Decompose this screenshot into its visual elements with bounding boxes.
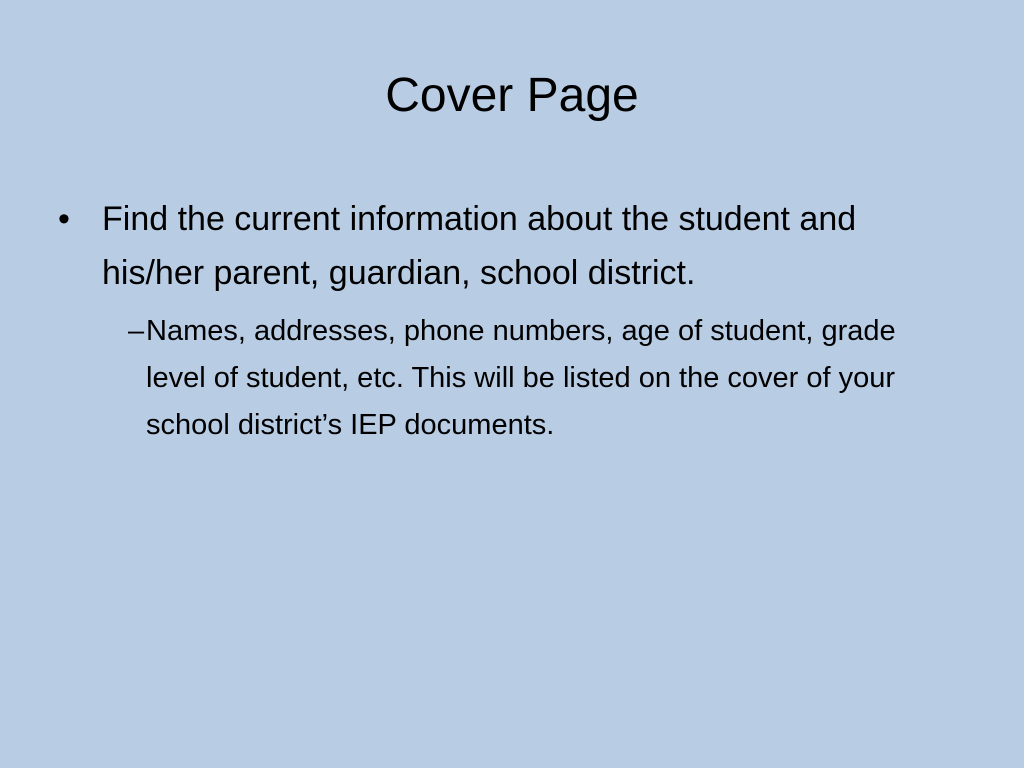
sub-bullet-item	[128, 308, 956, 449]
slide-content	[56, 192, 956, 449]
bullet-text: Find the current information about the student and his/her parent, guardian, school district.	[102, 200, 857, 292]
slide-title: Cover Page	[385, 69, 639, 122]
sub-bullet-text: Names, addresses, phone numbers, age of student, grade level of student, etc. This will be listed on the cover of your school district’s IEP documents.	[146, 315, 896, 441]
sub-bullet-marker: –	[128, 315, 145, 347]
bullet-marker: •	[58, 200, 70, 238]
bullet-item	[56, 192, 956, 300]
